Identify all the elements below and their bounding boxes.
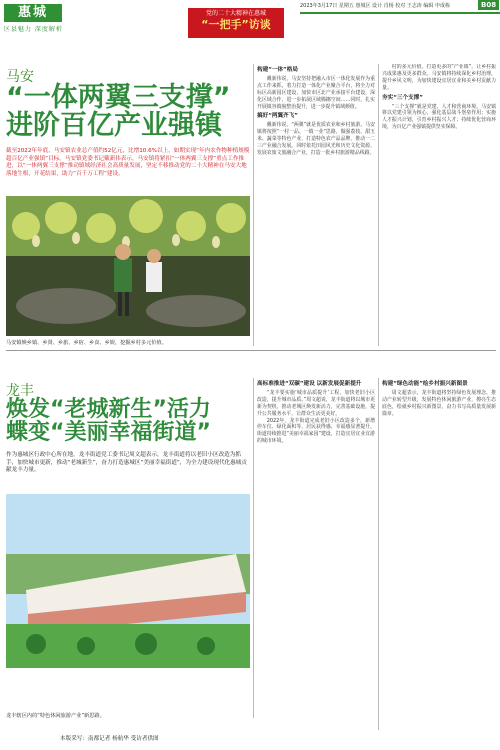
article2-title-line2: 蝶变“美丽幸福街道” (6, 420, 211, 446)
section-slogan: 区县魅力 深度解析 (4, 26, 63, 33)
article1-column-2 (382, 64, 496, 346)
feature-banner (188, 8, 284, 38)
article1-title (6, 84, 231, 141)
article2-column-1 (257, 378, 375, 730)
article1-lead: 截至2022年年底，马安镇农业总产值约52亿元，比增10.6%以上，如期实现“年内农作物种植规模超百亿产业强镇”目标。马安镇党委书记戴新伟表示，马安镇将紧扣“一体两翼三支撑”重点工作推进，以“一体两翼三支撑”推动镇域经济社会高质量发展，坚定不移推动党的二十大精神在马安大地落地生根，开花结果，助力“百千万工程”建设。 (6, 148, 250, 177)
article1-photo (6, 196, 250, 336)
article1-place: 马安 (6, 69, 34, 85)
article2-col3-body: 周文超表示，龙丰街道将坚持绿色发展理念，推动产业转型升级，发展特色休闲旅游产业，擦亮生态底色，绘就乡村振兴新图景，奋力书写高质量发展新篇章。 (382, 389, 496, 417)
article2-title (6, 398, 211, 444)
banner-line-1: 党的二十大精神在惠城 (205, 10, 266, 17)
article1-col3-body: 村的多元价值，打造更多的“产业镇”，让乡村振兴成果惠及更多群众。马安镇将持续深化乡村治理，提升乡风文明，为加快建设宜居宜业和美乡村贡献力量。 (382, 64, 496, 91)
article2-subhead-1: 高标准推进“双碳”建设 以新发展促新提升 (257, 381, 362, 387)
article2-col2-body: 2022年，龙丰街道完成老旧小区改造多个，新增停车位、绿化面积等，居民获得感、幸福感显著提升。街道持续推进“美丽幸福家园”建设，打造宜居宜业宜游的城市环境。 (257, 417, 375, 445)
article1-title-line2: 进阶百亿产业强镇 (6, 110, 222, 142)
article1-caption: 马安镇焕乡镇、乡贤、乡旅、乡宿、乡食、乡娱，挖掘乡村多元价值。 (6, 340, 167, 346)
article2-photo (6, 494, 250, 668)
article2-lead: 作为惠城区行政中心所在地，龙丰街道党工委书记周文超表示，龙丰街道将以老旧小区改造为抓手，加快城市更新，推动“老城新生”，奋力打造惠城区“美丽幸福街道”，为全力建设现代化惠城贡献龙丰力量。 (6, 452, 247, 473)
article1-column-1 (257, 64, 375, 346)
article2-subhead-2: 构建“绿色动能”绘乡村振兴新图景 (382, 381, 468, 387)
article2-col1-body: “龙丰要实施‘城市品质提升’工程，加快老旧小区改造，提升城市品质。”周文超说，龙丰街道将以城市更新为契机，推动老城区焕发新活力，完善基础设施，提升公共服务水平，让群众生活更美好。 (257, 389, 375, 417)
article1-subhead-2: 搞好“两翼齐飞” (257, 113, 298, 120)
byline: 本版采写：南都记者 杨航华 受访者供图 (60, 736, 159, 742)
section-divider (6, 350, 496, 351)
divider (253, 378, 254, 718)
article2-place: 龙丰 (6, 383, 34, 399)
article2-column-2 (382, 378, 496, 730)
divider (378, 64, 379, 346)
article2-caption: 龙丰辖区内的“特色休闲旅游产业”新思路。 (6, 713, 105, 719)
divider (253, 64, 254, 346)
section-logo: 惠城 (4, 4, 62, 22)
article1-col1-body: 戴新伟说，马安坚持把融入市区一体化发展作为重点工作来抓，着力打造一体化产业聚合平台，将全力对标区高新园区建设，加快市区北产业承接平台建设，深化区域合作，进一步拓展区域腾挪空间……同时，扎实开展镇容镇貌整治提升，进一步提升镇域颜值。 (257, 75, 375, 110)
article1-subhead-1: 构建“一体”格局 (257, 67, 298, 73)
page-header (0, 0, 500, 34)
page-number: B08 (478, 0, 499, 10)
date-line: 2023年3月17日 星期五 惠城区 设计 肖杨 校对 王志涛 编辑 申成栋 (300, 3, 450, 9)
article1-col3-body-2: “三个支撑”就是党建、人才和营商环境。马安镇将以党建引领为核心，强化基层战斗堡垒作用；实施人才振兴计划，引育乡村振兴人才；持续优化营商环境，为百亿产业强镇提供坚实保障。 (382, 103, 496, 131)
article1-subhead-3: 夯实“三个支撑” (382, 94, 423, 101)
article1-title-line1: “一体两翼三支撑” (6, 82, 231, 113)
article1-col2-body: 戴新伟说，“两翼”就是优质农业和乡村旅游。马安镇将按照“一村一品、一镇一业”思路，做强荔枝、甜玉米、蔬菜等特色产业，打造特色农产品品牌，推动一二三产业融合发展。同时依托田园风光和历史文化资源，发展农旅文旅融合产业，打造一批乡村旅游精品线路。 (257, 122, 375, 156)
divider (378, 378, 379, 730)
article2-title-line1: 焕发“老城新生”活力 (6, 397, 211, 422)
header-rule (300, 12, 500, 14)
banner-line-2: “一把手”访谈 (201, 18, 271, 31)
